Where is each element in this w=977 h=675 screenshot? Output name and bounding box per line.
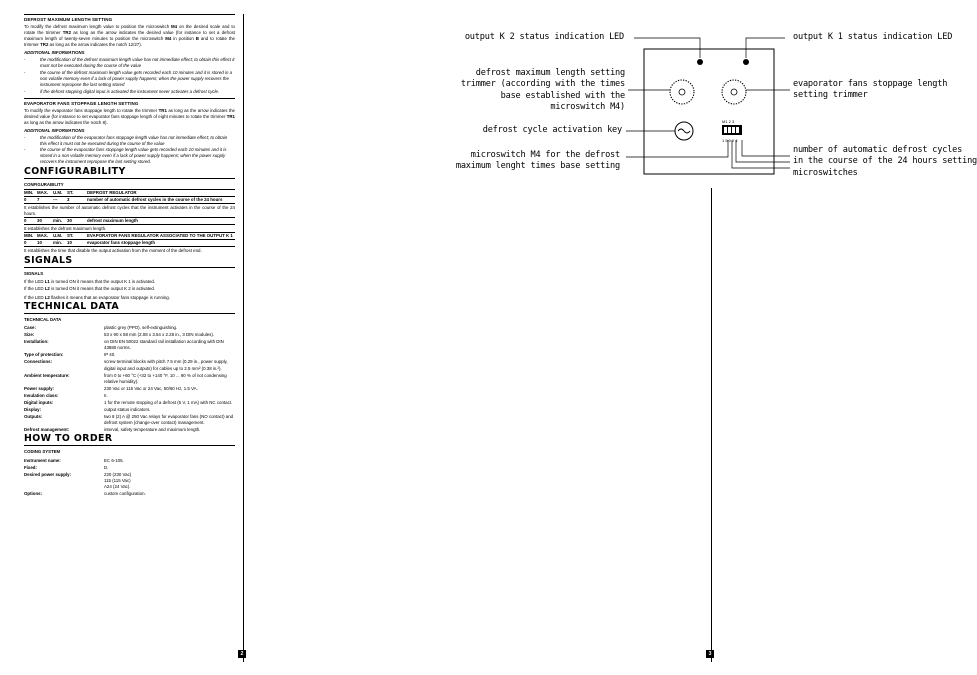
config-description: It establishes the number of automatic defrost cycles that the instrument activates in the course of the 24 hours. bbox=[24, 205, 235, 218]
bullet-item: - the course of the defrost maximum length value gets recorded each 10 minutes and it is stored in a non volatile memory even if a lack of power supply happens; when the power supply recovers the instrument repropose the last setting stored bbox=[24, 69, 233, 87]
label-output-k1: output K 1 status indication LED bbox=[793, 32, 953, 42]
row-value: two 8 (2) A @ 250 Vac relays for evaporator fans (NO contact) and defrost system (change-over contact) management. bbox=[104, 414, 234, 426]
dip-top-label: M1 2 3 bbox=[722, 119, 735, 124]
row-key: Instrument name: bbox=[24, 457, 61, 463]
trimmer-tr1-icon bbox=[722, 80, 746, 104]
row-value: 1 for the remote stopping of a defrost (5 V, 1 mA) with NC contact. bbox=[104, 400, 233, 405]
row-key: Case: bbox=[24, 324, 36, 330]
row-key: Display: bbox=[24, 407, 42, 413]
row-value: D. bbox=[104, 464, 109, 470]
config-header-row: MIN. MAX. U.M. ST. EVAPORATOR FANS REGULATOR ASSOCIATED TO THE OUTPUT K 1 bbox=[24, 233, 235, 240]
row-key: Size: bbox=[24, 332, 35, 338]
row-key: Desired power supply: bbox=[24, 471, 72, 477]
bullet-item: - if the defrost stopping digital input is activated the instrument never activates a defrost cycle. bbox=[24, 88, 220, 94]
bullet-item: - the course of the evaporator fans stoppage length value gets recorded each 10 minutes and it is stored in a non volatile memory even if a lack of power supply happens; when the power supply recovers the instrument repropose the last setting stored. bbox=[24, 147, 227, 165]
bullet-item: - the modification of the defrost maximum length value has not immediate effect; to obtain this effect it must not be executed during the course of the value bbox=[24, 57, 235, 69]
label-evap-trimmer: evaporator fans stoppage length setting trimmer bbox=[793, 79, 948, 101]
label-microswitch-m4: microswitch M4 for the defrost maximum lenght times base setting bbox=[455, 150, 620, 172]
additional-info-heading: ADDITIONAL INFORMATIONS bbox=[24, 50, 85, 56]
row-value: custom configuration. bbox=[104, 491, 146, 497]
row-key: Digital inputs: bbox=[24, 400, 54, 405]
dip-bottom-label: 1 5 0 2 4 bbox=[722, 138, 738, 143]
technical-subheading: TECHNICAL DATA bbox=[24, 316, 62, 322]
row-value: EC 6-105. bbox=[104, 457, 124, 463]
signal-line: If the LED L1 is turned ON it means that the output K 1 is activated. bbox=[24, 278, 156, 284]
evap-fans-heading: EVAPORATOR FANS STOPPAGE LENGTH SETTING bbox=[24, 100, 139, 106]
device-outline bbox=[644, 49, 774, 174]
row-key: Defrost management: bbox=[24, 427, 70, 433]
leader-lines bbox=[626, 38, 790, 168]
defrost-max-length-heading: DEFROST MAXIMUM LENGTH SETTING bbox=[24, 17, 113, 22]
configurability-subheading: CONFIGURABILITY bbox=[24, 182, 235, 190]
signal-line: If the LED L2 is turned ON it means that the output K 2 is activated. bbox=[24, 285, 156, 291]
row-value: 230 Vac or 115 Vac or 24 Vac, 50/60 Hz, 1.5 VA. bbox=[104, 385, 198, 391]
additional-info-heading: ADDITIONAL INFORMATIONS bbox=[24, 128, 85, 133]
defrost-key-icon bbox=[675, 122, 693, 140]
row-value: output status indicators. bbox=[104, 407, 151, 413]
row-value: interval, safety temperature and maximum length. bbox=[104, 427, 201, 433]
signal-line: If the LED L2 flashes it means that an evaporator fans stoppage is running. bbox=[24, 294, 170, 300]
row-value: plastic grey (PPO), self-extinguishing. bbox=[104, 324, 178, 330]
bullet-item: - the modification of the evaporator fans stoppage length value has not immediate effect; to obtain this effect it must not be executed during the course of the value bbox=[24, 134, 228, 146]
label-defrost-key: defrost cycle activation key bbox=[482, 125, 622, 135]
row-value: 53 x 90 x 58 mm (2.08 x 3.54 x 2.28 in., 3 DIN modules). bbox=[104, 332, 215, 338]
led-k1 bbox=[743, 59, 749, 65]
led-k2 bbox=[697, 59, 703, 65]
config-row: 0 30 min. 30 defrost maximum length bbox=[24, 218, 235, 225]
row-key: Connections: bbox=[24, 359, 53, 365]
row-key: Options: bbox=[24, 491, 43, 497]
coding-subheading: CODING SYSTEM bbox=[24, 449, 61, 455]
row-value: 220 (230 Vac) 115 (115 Vac) A24 (24 Vac). bbox=[104, 471, 132, 489]
config-header-row: MIN. MAX. U.M. ST. DEFROST REGULATOR bbox=[24, 190, 235, 197]
row-key: Ambient temperature: bbox=[24, 372, 70, 378]
config-description: It establishes the defrost maximum length. bbox=[24, 226, 235, 233]
evap-fans-paragraph: To modify the evaporator fans stoppage length to rotate the trimmer TR1 as long as the arrow indicates the desired value (for instance to set evaporator fans stoppage length of eight minutes to rotate the trimmer TR1 as long as the arrow indicates the notch 8). bbox=[24, 107, 235, 125]
config-row: 0 10 min. 10 evaporator fans stoppage length bbox=[24, 240, 235, 247]
row-key: Outputs: bbox=[24, 414, 43, 420]
row-value: screw terminal blocks with pitch 7.5 mm (0.29 in., power supply, digital input and outputs) for cables up to 2.5 mm² (0.38 in.²). bbox=[104, 359, 228, 371]
row-value: on DIN EN 50022 standard rail installation according with DIN 43880 norms. bbox=[104, 339, 224, 351]
row-key: Insulation class: bbox=[24, 392, 59, 398]
trimmer-tr2-icon bbox=[670, 80, 694, 104]
label-defrost-trimmer: defrost maximum length setting trimmer (according with the times base established with the microswitch M4) bbox=[460, 68, 625, 112]
row-key: Installation: bbox=[24, 339, 49, 345]
dip-switch-block bbox=[722, 125, 742, 135]
label-defrost-cycles: number of automatic defrost cycles in the course of the 24 hours setting microswitches bbox=[793, 145, 977, 178]
defrost-max-length-paragraph: To modify the defrost maximum length value to position the microswitch M4 on the desired scale and to rotate the trimmer TR2 as long as the arrow indicates the desired value (for instance to set a defrost maximum length of twenty-seven minutes to position the microswitch M4 in position B and to rotate the trimmer TR2 as long as the arrow indicates the notch 12/27). bbox=[24, 24, 236, 48]
row-value: II. bbox=[104, 392, 108, 398]
config-row: 0 7 --- 3 number of automatic defrost cycles in the course of the 24 hours bbox=[24, 197, 235, 204]
configurability-heading: CONFIGURABILITY bbox=[24, 167, 235, 179]
signals-subheading: SIGNALS bbox=[24, 270, 44, 276]
row-key: Power supply: bbox=[24, 385, 55, 391]
label-output-k2: output K 2 status indication LED bbox=[464, 32, 624, 42]
row-key: Type of protection: bbox=[24, 352, 64, 358]
order-heading: HOW TO ORDER bbox=[24, 434, 235, 446]
technical-heading: TECHNICAL DATA bbox=[24, 302, 235, 314]
row-value: IP 40. bbox=[104, 352, 116, 358]
page-number-left: 2 bbox=[238, 650, 246, 658]
config-description: It establishes the time that disable the output activation from the moment of the defrost end. bbox=[24, 248, 202, 254]
page-number-right: 3 bbox=[706, 650, 714, 658]
signals-heading: SIGNALS bbox=[24, 256, 235, 268]
right-page-edge bbox=[711, 188, 712, 662]
row-value: from 0 to +60 °C (+32 to +140 °F, 10 ... 90 % of not condensing relative humidity). bbox=[104, 372, 227, 384]
row-key: Fixed: bbox=[24, 464, 37, 470]
